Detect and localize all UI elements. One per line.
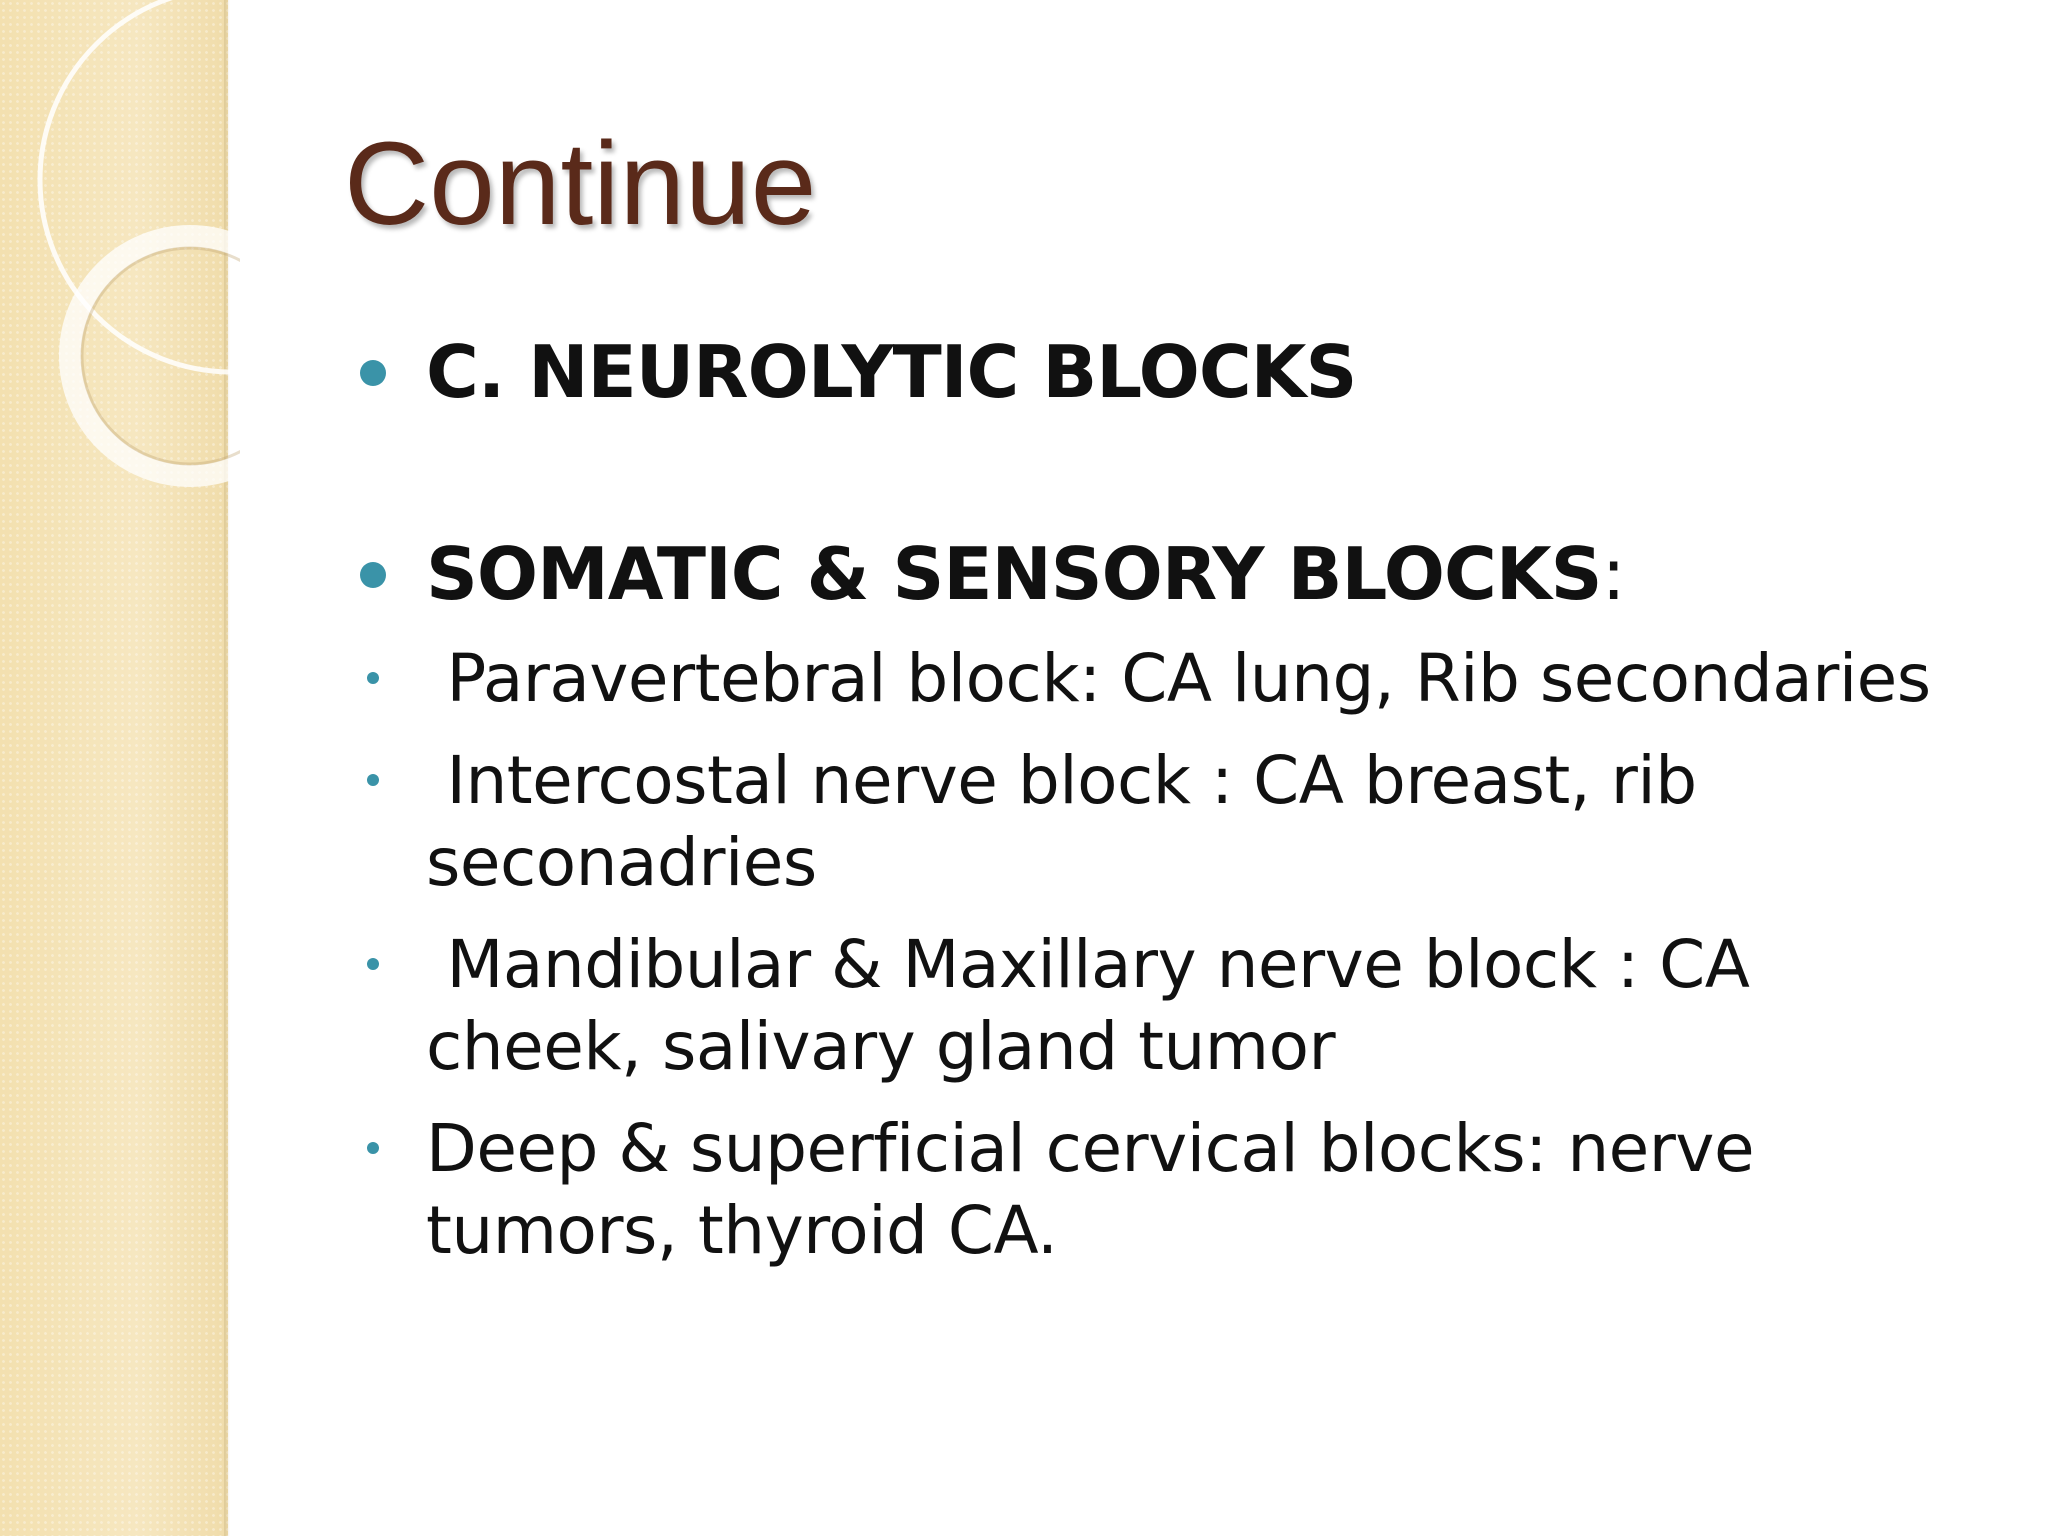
bullet-dot-icon [360, 360, 386, 386]
bullet-item [360, 522, 1940, 626]
sub-bullet-dot-icon [367, 958, 379, 970]
sub-bullet-item [360, 638, 1940, 720]
bullet-item [360, 320, 1940, 424]
sub-bullet-dot-icon [367, 774, 379, 786]
bullet-dot-icon [360, 562, 386, 588]
bullet-heading-suffix: : [1601, 532, 1625, 616]
sub-bullet-dot-icon [367, 1142, 379, 1154]
sub-bullet-text: Paravertebral block: CA lung, Rib secondaries [426, 640, 1931, 717]
sub-bullet-text: Deep & superficial cervical blocks: nerve tumors, thyroid CA. [426, 1110, 1775, 1269]
bullet-list [360, 320, 1940, 1292]
sub-bullet-dot-icon [367, 672, 379, 684]
sub-bullet-item [360, 740, 1940, 904]
slide-title: Continue [344, 118, 817, 250]
sub-bullet-item [360, 924, 1940, 1088]
sub-bullet-item [360, 1108, 1940, 1272]
bullet-heading: C. NEUROLYTIC BLOCKS [426, 330, 1357, 414]
sub-bullet-text: Mandibular & Maxillary nerve block : CA cheek, salivary gland tumor [426, 926, 1770, 1085]
decorative-rings [0, 0, 240, 520]
sub-bullet-text: Intercostal nerve block : CA breast, rib seconadries [426, 742, 1718, 901]
bullet-heading: SOMATIC & SENSORY BLOCKS [426, 532, 1602, 616]
